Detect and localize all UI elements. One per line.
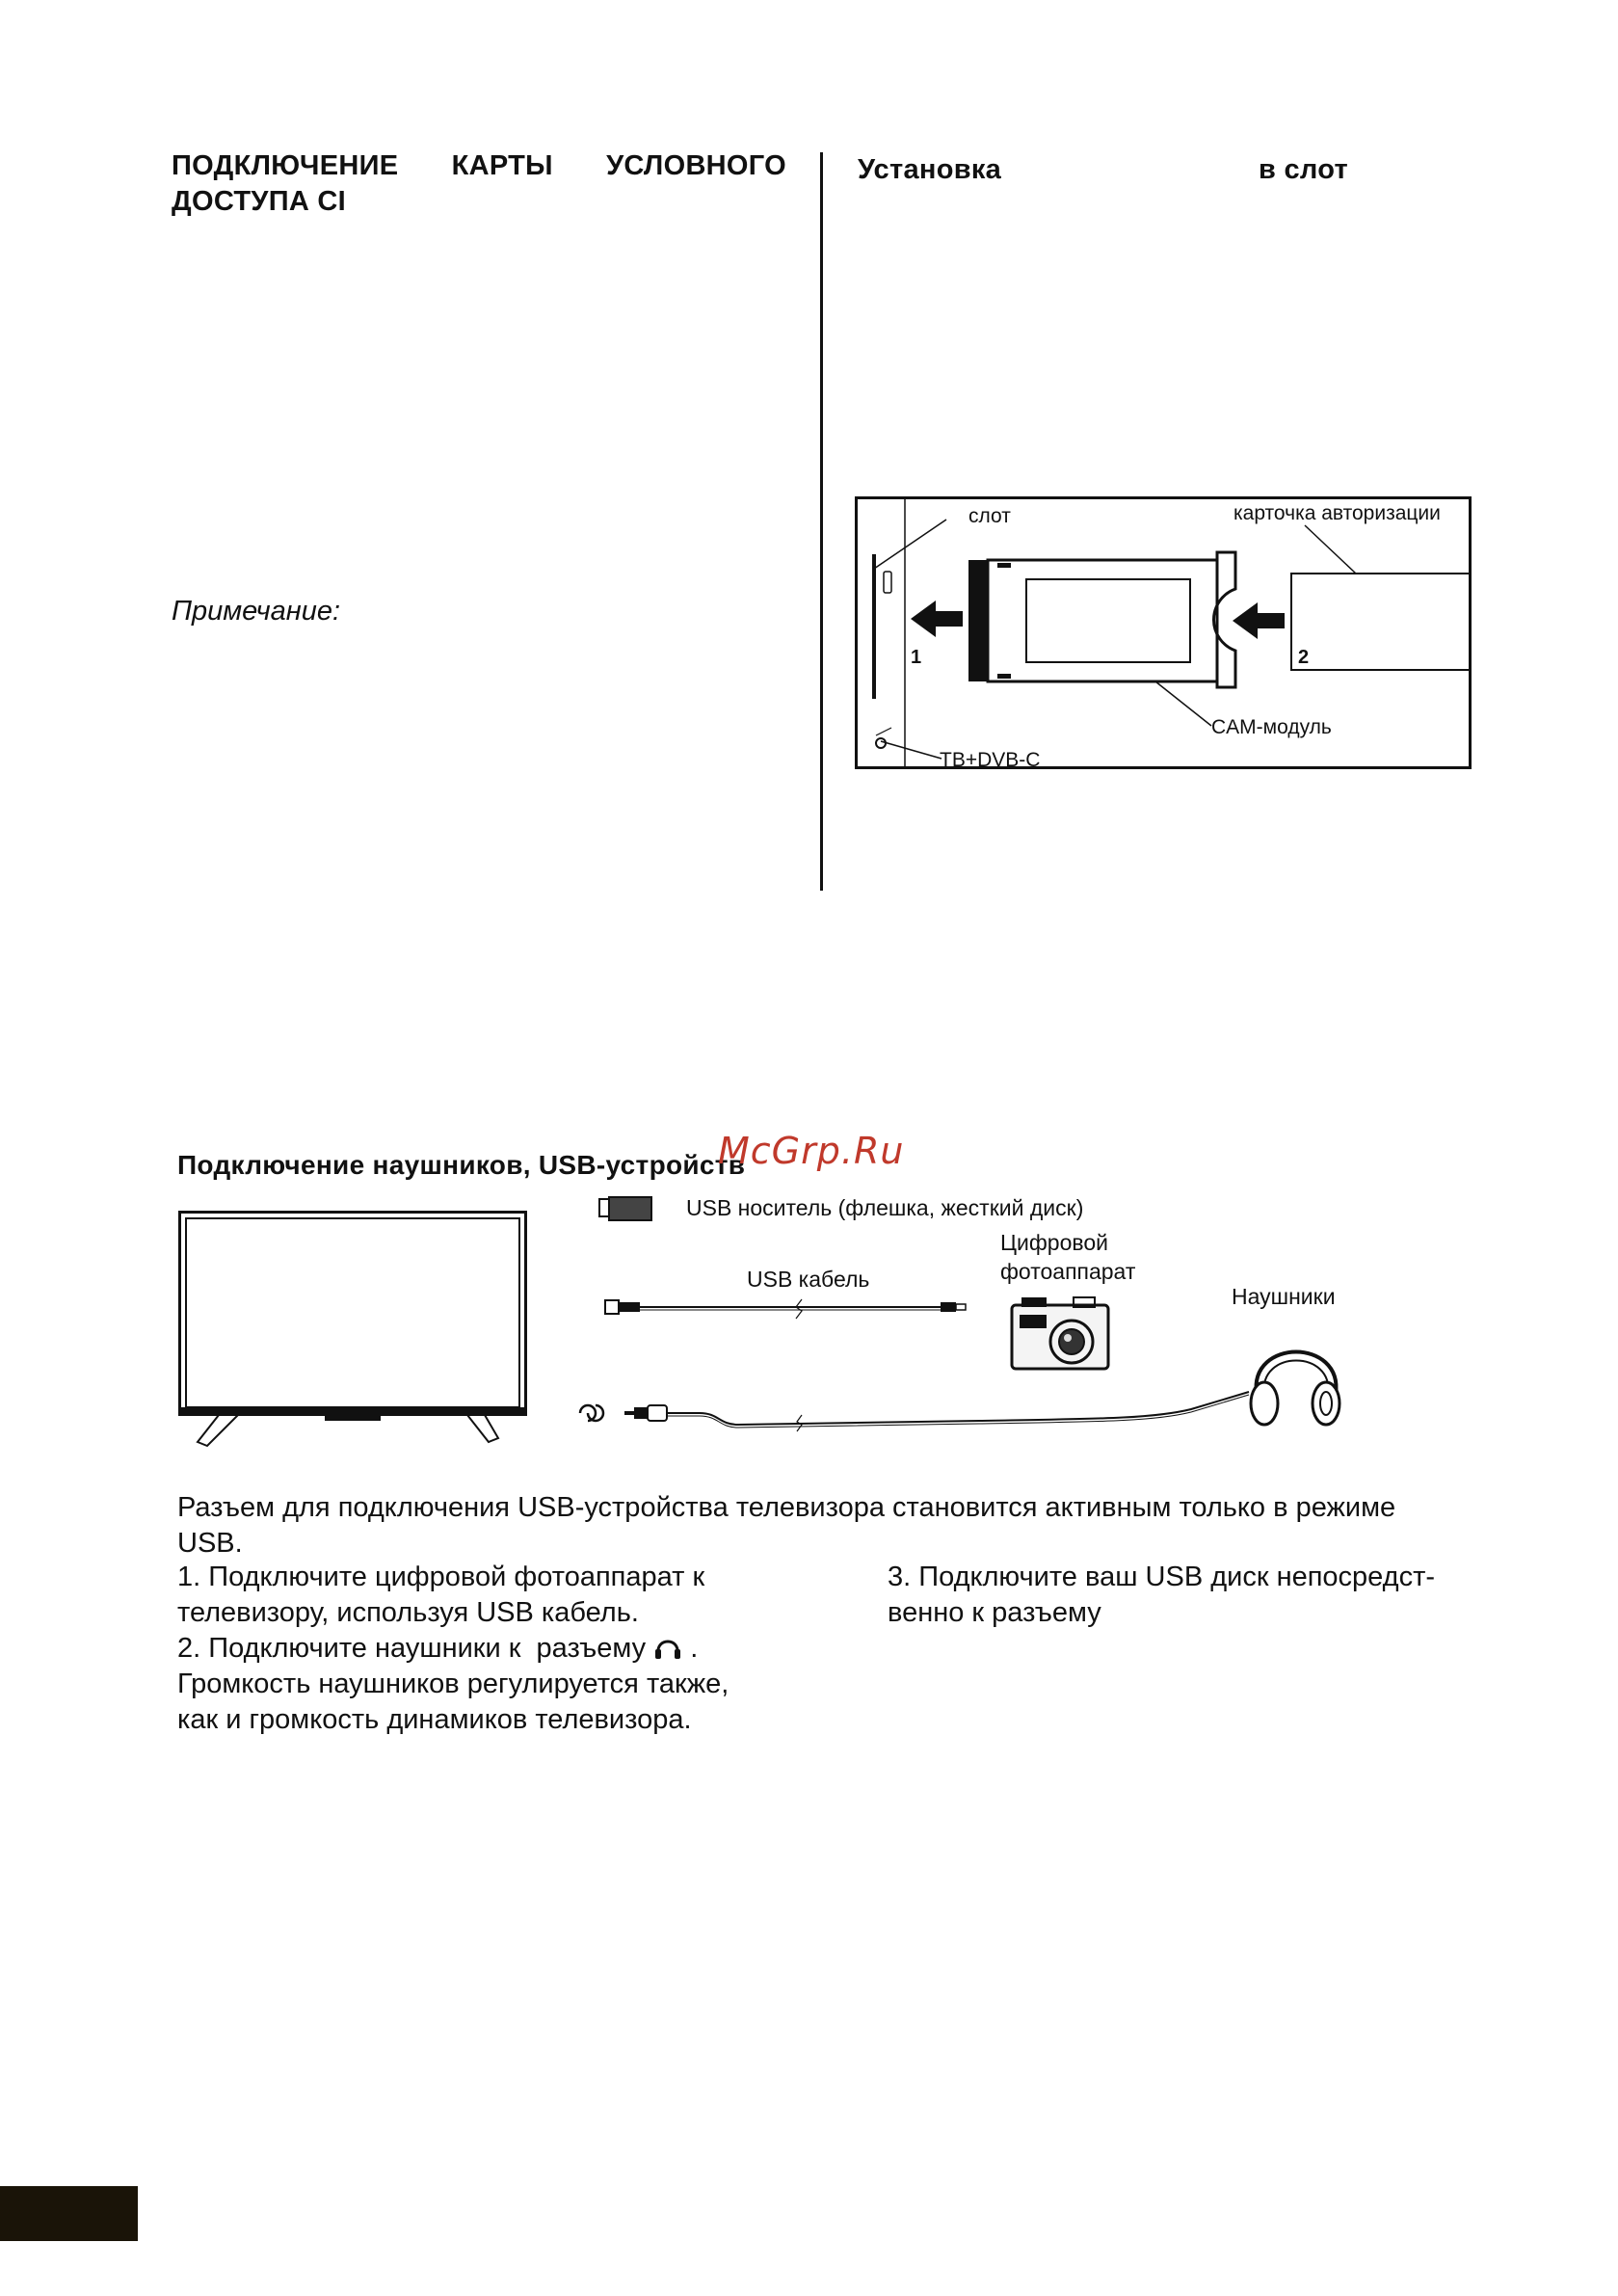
auth-card-icon	[1291, 574, 1471, 670]
usb-cable-label: USB кабель	[747, 1267, 870, 1292]
ci-title-line2: ДОСТУПА CI	[172, 186, 347, 217]
ci-title	[172, 148, 786, 220]
step1-line1: 1. Подключите цифровой фотоаппарат к	[177, 1562, 705, 1592]
card-label: карточка авторизации	[1233, 502, 1441, 524]
column-divider	[820, 152, 823, 891]
slot-icon	[872, 554, 876, 699]
install-title-left: Установка	[858, 154, 1002, 185]
step3-line1: 3. Подключите ваш USB диск непосредст-	[888, 1562, 1436, 1592]
antenna-icon	[876, 728, 891, 748]
usb-intro-line1: Разъем для подключения USB-устройства телевизора становится активным только в режиме	[177, 1492, 1396, 1523]
arrow-left-icon	[911, 601, 963, 637]
cam-module-icon	[968, 552, 1235, 687]
tv-icon	[178, 1211, 527, 1452]
cam-label: CAM-модуль	[1211, 716, 1332, 738]
headphones-label: Наушники	[1232, 1284, 1336, 1309]
usb-steps-right	[888, 1560, 1543, 1631]
ci-title-line1: ПОДКЛЮЧЕНИЕ КАРТЫ УСЛОВНОГО	[172, 150, 786, 181]
slot-label: слот	[968, 505, 1011, 527]
headphone-jack-icon	[580, 1405, 603, 1421]
step2-line3: как и громкость динамиков телевизора.	[177, 1704, 692, 1735]
step2-line2: Громкость наушников регулируется также,	[177, 1669, 729, 1699]
usb-section-title: Подключение наушников, USB-устройств	[177, 1150, 746, 1180]
usb-media-icon	[597, 1195, 655, 1224]
camera-label-line1: Цифровой	[1000, 1230, 1108, 1255]
camera-icon	[1008, 1292, 1114, 1374]
install-title-right: в слот	[1259, 154, 1349, 185]
headphones-small-icon	[653, 1634, 682, 1661]
step2-label: 2	[1298, 647, 1310, 668]
tv-label: ТВ+DVB-C	[940, 749, 1041, 771]
usb-intro	[177, 1490, 1469, 1562]
diagram-frame	[857, 498, 1471, 768]
page-tab	[0, 2186, 138, 2241]
camera-label-line2: фотоаппарат	[1000, 1259, 1136, 1284]
step1-line2: телевизору, используя USB кабель.	[177, 1597, 639, 1628]
headphone-cable-icon	[574, 1386, 1268, 1454]
step2-line1-end: .	[690, 1633, 699, 1664]
step3-line2: венно к разъему	[888, 1597, 1101, 1628]
watermark: McGrp.Ru	[718, 1130, 905, 1172]
ci-note-label: Примечание:	[172, 596, 341, 627]
step2-line1-row	[177, 1631, 852, 1667]
step1-label: 1	[911, 647, 922, 668]
usb-cable-icon	[603, 1294, 979, 1322]
camera-label	[1000, 1228, 1135, 1286]
arrow-left-icon-2	[1233, 602, 1285, 639]
usb-media-label: USB носитель (флешка, жесткий диск)	[686, 1195, 1084, 1220]
step2-line1: 2. Подключите наушники к разъему	[177, 1633, 647, 1664]
usb-steps-left	[177, 1560, 852, 1738]
usb-intro-line2: USB.	[177, 1528, 243, 1559]
cam-install-diagram	[855, 496, 1473, 772]
